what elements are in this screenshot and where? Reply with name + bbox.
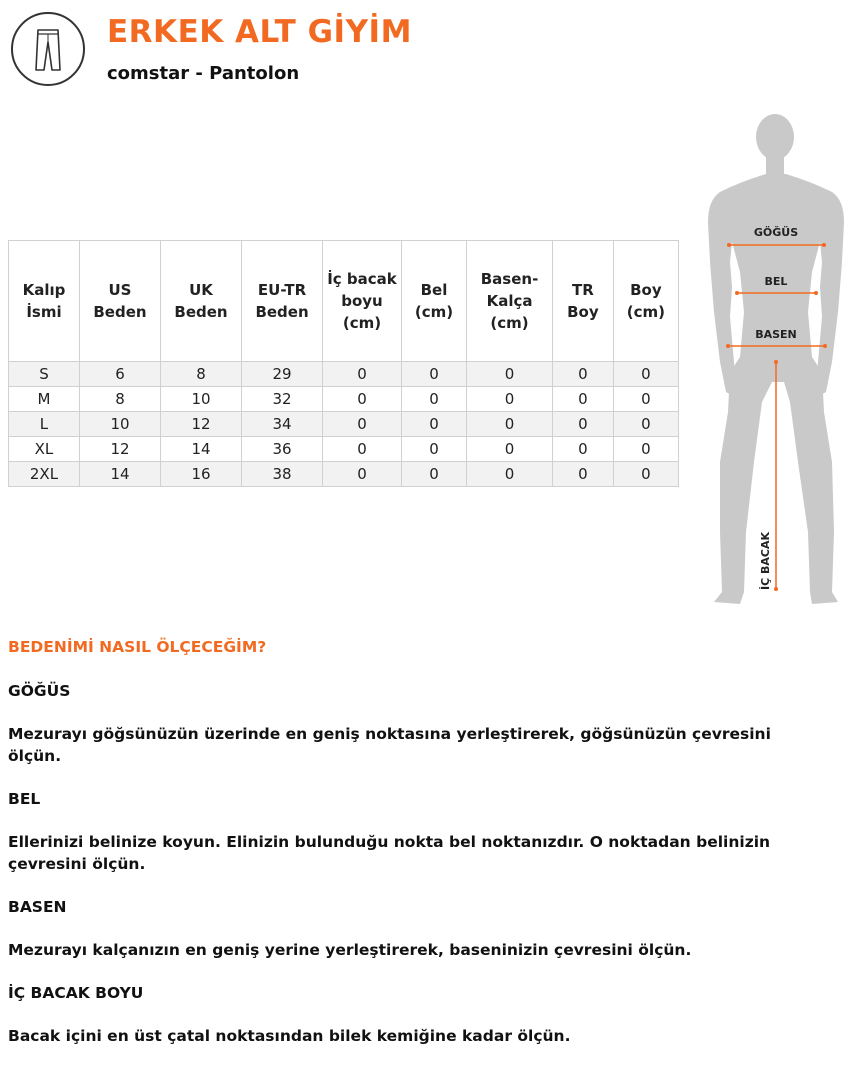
guide-label: BEL: [8, 790, 41, 808]
table-cell: L: [9, 412, 80, 437]
column-header: İç bacak boyu (cm): [323, 241, 402, 362]
hip-label: BASEN: [755, 328, 797, 341]
page-title: ERKEK ALT GİYİM: [107, 14, 412, 50]
table-cell: 0: [613, 387, 678, 412]
table-cell: 0: [467, 412, 553, 437]
table-cell: 0: [401, 437, 466, 462]
column-header: Kalıp İsmi: [9, 241, 80, 362]
guide-text: Ellerinizi belinize koyun. Elinizin bulunduğu nokta bel noktanızdır. O noktadan belinizin çevresini ölçün.: [8, 833, 771, 873]
table-row: [9, 362, 679, 387]
table-row: [9, 412, 679, 437]
guide-label: GÖĞÜS: [8, 682, 71, 700]
table-cell: 10: [79, 412, 160, 437]
table-cell: 36: [242, 437, 323, 462]
table-cell: 8: [161, 362, 242, 387]
guide-text: Mezurayı kalçanızın en geniş yerine yerleştirerek, baseninizin çevresini ölçün.: [8, 941, 692, 959]
table-cell: 0: [401, 412, 466, 437]
waist-label: BEL: [764, 275, 788, 288]
table-cell: 0: [553, 462, 614, 487]
column-header: EU-TR Beden: [242, 241, 323, 362]
guide-section-waist: [8, 788, 808, 875]
table-cell: 0: [401, 387, 466, 412]
table-cell: 6: [79, 362, 160, 387]
table-cell: 0: [467, 437, 553, 462]
table-cell: 34: [242, 412, 323, 437]
table-cell: 8: [79, 387, 160, 412]
table-row: [9, 387, 679, 412]
guide-heading: BEDENİMİ NASIL ÖLÇECEĞİM?: [8, 638, 267, 656]
table-cell: 29: [242, 362, 323, 387]
guide-label: BASEN: [8, 898, 67, 916]
table-cell: 0: [553, 387, 614, 412]
guide-section-hip: [8, 896, 808, 961]
size-table: [8, 240, 679, 487]
table-cell: 0: [467, 362, 553, 387]
table-cell: S: [9, 362, 80, 387]
table-cell: 14: [161, 437, 242, 462]
chest-label: GÖĞÜS: [753, 226, 799, 239]
table-cell: 0: [467, 387, 553, 412]
guide-text: Bacak içini en üst çatal noktasından bilek kemiğine kadar ölçün.: [8, 1027, 571, 1045]
column-header: Boy (cm): [613, 241, 678, 362]
table-cell: 0: [323, 387, 402, 412]
inseam-measure-line: [774, 360, 778, 591]
size-table-body: [9, 362, 679, 487]
table-cell: 0: [553, 412, 614, 437]
pants-icon: [11, 12, 85, 86]
table-cell: 0: [323, 437, 402, 462]
table-cell: 38: [242, 462, 323, 487]
column-header: TR Boy: [553, 241, 614, 362]
table-cell: 0: [613, 362, 678, 387]
table-cell: 0: [323, 412, 402, 437]
table-cell: 16: [161, 462, 242, 487]
column-header: UK Beden: [161, 241, 242, 362]
table-cell: XL: [9, 437, 80, 462]
measurement-guide: [8, 636, 808, 1068]
table-cell: 0: [613, 462, 678, 487]
table-cell: 32: [242, 387, 323, 412]
column-header: US Beden: [79, 241, 160, 362]
inseam-label: İÇ BACAK: [759, 531, 772, 590]
guide-section-chest: [8, 680, 808, 767]
table-cell: 12: [161, 412, 242, 437]
table-cell: 10: [161, 387, 242, 412]
table-cell: 0: [401, 362, 466, 387]
table-cell: 2XL: [9, 462, 80, 487]
table-cell: 0: [323, 462, 402, 487]
table-cell: 0: [553, 437, 614, 462]
table-cell: 0: [401, 462, 466, 487]
table-row: [9, 462, 679, 487]
table-cell: 0: [613, 437, 678, 462]
table-cell: 0: [553, 362, 614, 387]
guide-section-inseam: [8, 982, 808, 1047]
table-cell: 14: [79, 462, 160, 487]
table-cell: 0: [467, 462, 553, 487]
table-row: [9, 437, 679, 462]
column-header: Bel (cm): [401, 241, 466, 362]
product-subtitle: comstar - Pantolon: [107, 63, 300, 84]
guide-text: Mezurayı göğsünüzün üzerinde en geniş noktasına yerleştirerek, göğsünüzün çevresini ölçün.: [8, 725, 771, 765]
guide-label: İÇ BACAK BOYU: [8, 984, 144, 1002]
table-cell: 0: [323, 362, 402, 387]
table-cell: 0: [613, 412, 678, 437]
table-cell: 12: [79, 437, 160, 462]
body-measurement-figure: [700, 112, 865, 612]
size-table-header-row: [9, 241, 679, 362]
column-header: Basen-Kalça (cm): [467, 241, 553, 362]
table-cell: M: [9, 387, 80, 412]
